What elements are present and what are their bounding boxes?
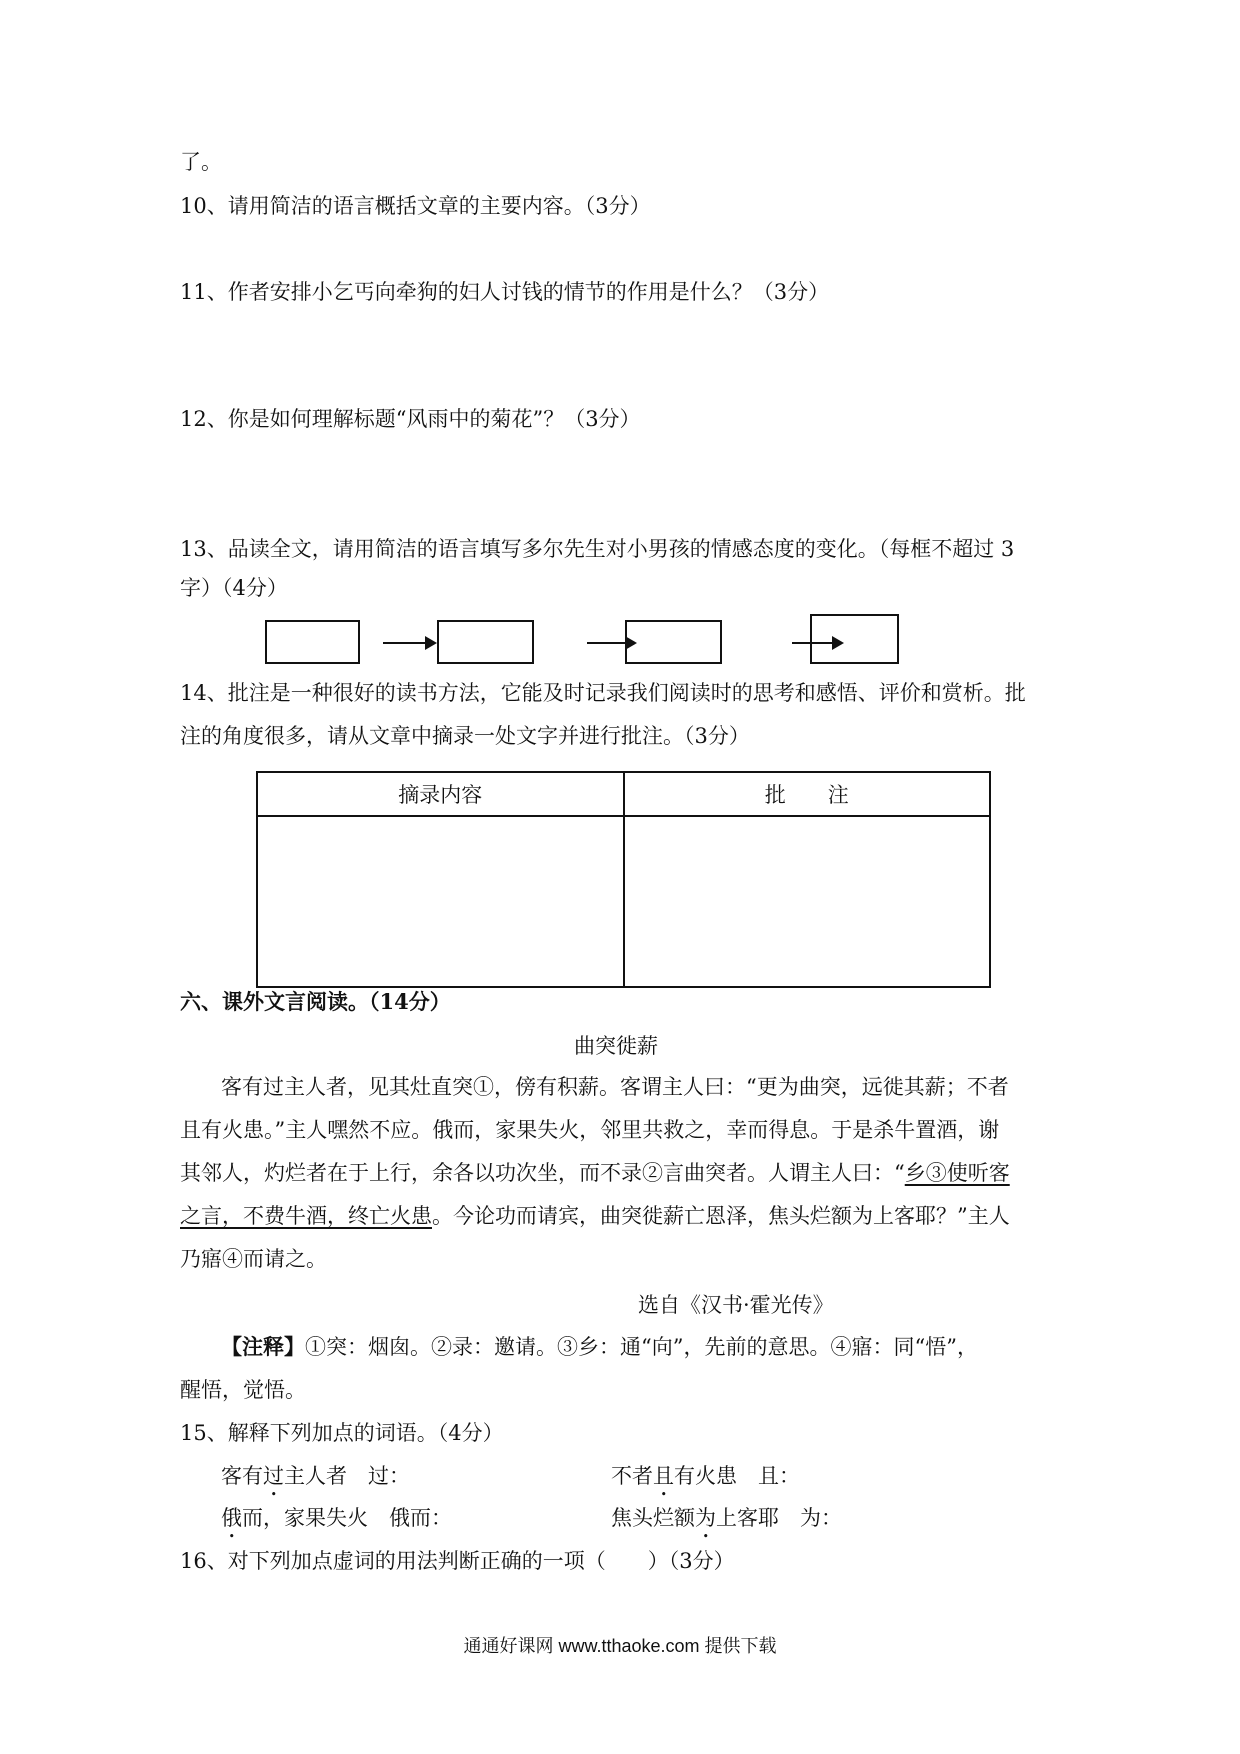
dotted-word: 为 <box>695 1506 716 1530</box>
underlined-text: 乡③使听客 <box>904 1161 1010 1185</box>
answer-box-4[interactable] <box>810 614 899 664</box>
question-10: 10、请用简洁的语言概括文章的主要内容。（3分） <box>180 194 651 218</box>
question-13-line1: 13、品读全文，请用简洁的语言填写多尔先生对小男孩的情感态度的变化。（每框不超过 3 <box>180 537 1015 561</box>
notes-text: ①突：烟囱。②录：邀请。③乡：通“向”，先前的意思。④寤：同“悟”， <box>305 1335 978 1359</box>
question-12: 12、你是如何理解标题“风雨中的菊花”？（3分） <box>180 407 641 431</box>
passage-line-2: 且有火患。”主人嘿然不应。俄而，家果失火，邻里共救之，幸而得息。于是杀牛置酒，谢 <box>180 1118 1000 1142</box>
page-footer: 通通好课网 www.tthaoke.com 提供下载 <box>463 1636 777 1656</box>
answer-box-2[interactable] <box>437 620 534 664</box>
notes-line-1 <box>221 1332 978 1362</box>
passage-line-1: 客有过主人者，见其灶直突①，傍有积薪。客谓主人曰：“更为曲突，远徙其薪；不者 <box>221 1075 1009 1099</box>
q15-item-2: 不者且有火患 且： <box>611 1464 800 1488</box>
q15-item-3: 俄而，家果失火 俄而： <box>221 1506 452 1530</box>
question-13-line2: 字）（4分） <box>180 576 288 600</box>
notes-label: 【注释】 <box>221 1334 305 1359</box>
arrow-1 <box>383 642 435 644</box>
passage-text: 其邻人，灼烂者在于上行，余各以功次坐，而不录②言曲突者。人谓主人曰：“ <box>180 1161 905 1185</box>
table-header-excerpt: 摘录内容 <box>257 772 624 816</box>
question-14-line2: 注的角度很多，请从文章中摘录一处文字并进行批注。（3分） <box>180 724 750 748</box>
question-14-line1: 14、批注是一种很好的读书方法，它能及时记录我们阅读时的思考和感悟、评价和赏析。批 <box>180 681 1026 705</box>
passage-text: 。今论功而请宾，曲突徙薪亡恩泽，焦头烂额为上客耶？”主人 <box>432 1204 1010 1228</box>
q15-item-4: 焦头烂额为上客耶 为： <box>611 1506 842 1530</box>
q15-item-1: 客有过主人者 过： <box>221 1464 410 1488</box>
table-header-annotation: 批 注 <box>624 772 991 816</box>
annotation-cell[interactable] <box>624 816 991 987</box>
passage-line-5: 乃寤④而请之。 <box>180 1247 327 1271</box>
section-6-heading: 六、课外文言阅读。（14分） <box>180 989 451 1014</box>
notes-line-2: 醒悟，觉悟。 <box>180 1378 306 1402</box>
dotted-word: 且 <box>653 1464 674 1488</box>
answer-box-1[interactable] <box>265 620 360 664</box>
annotation-table <box>256 771 991 988</box>
passage-source: 选自《汉书·霍光传》 <box>638 1293 834 1317</box>
line-continuation: 了。 <box>180 150 222 174</box>
dotted-word: 过 <box>263 1464 284 1488</box>
question-11: 11、作者安排小乞丐向牵狗的妇人讨钱的情节的作用是什么？（3分） <box>180 280 830 304</box>
underlined-text: 之言，不费牛酒，终亡火患 <box>180 1204 432 1228</box>
passage-line-3 <box>180 1158 1010 1188</box>
question-15: 15、解释下列加点的词语。（4分） <box>180 1421 504 1445</box>
answer-box-3[interactable] <box>625 620 722 664</box>
excerpt-cell[interactable] <box>257 816 624 987</box>
question-16: 16、对下列加点虚词的用法判断正确的一项（ ）（3分） <box>180 1549 735 1573</box>
passage-line-4 <box>180 1201 1010 1231</box>
passage-title: 曲突徙薪 <box>574 1034 658 1058</box>
dotted-word: 俄 <box>221 1506 242 1530</box>
